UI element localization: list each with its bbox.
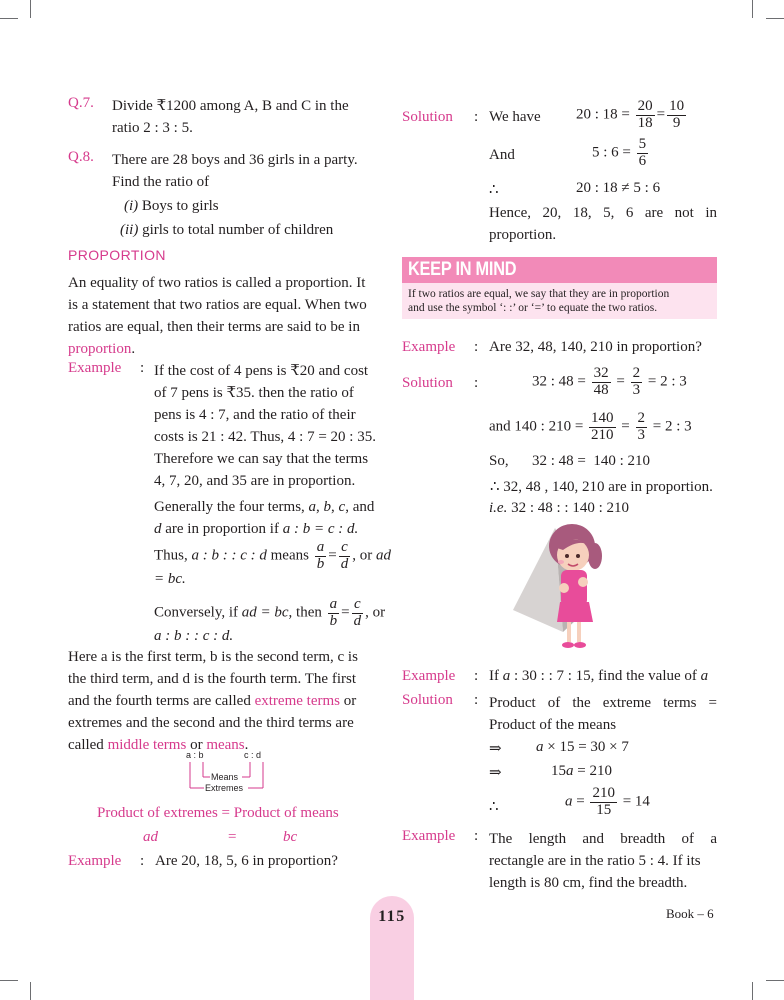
keep-in-mind-header bbox=[402, 257, 717, 283]
crop-mark bbox=[766, 18, 784, 19]
diagram-extremes-label: Extremes bbox=[205, 783, 244, 793]
fraction: $\frac{5}{6}$ bbox=[638, 136, 647, 169]
solution-label: Solution bbox=[402, 692, 453, 708]
equation: a : b : : c : d. bbox=[154, 627, 234, 644]
text-line: of 7 pens is ₹35. then the ratio of bbox=[154, 385, 354, 401]
girl-with-prism-illustration bbox=[505, 522, 615, 657]
colon: : bbox=[474, 668, 479, 684]
crop-mark bbox=[0, 980, 18, 981]
ratio-140-210 bbox=[489, 411, 692, 444]
rule-equals: = bbox=[228, 829, 237, 845]
crop-mark bbox=[30, 0, 31, 18]
fraction: $\frac{32}{48}$ bbox=[593, 365, 609, 398]
equation: 32 : 48 = bbox=[532, 373, 586, 390]
text-line: An equality of two ratios is called a proportion. It bbox=[68, 275, 366, 291]
text-line: Hence, 20, 18, 5, 6 are not in bbox=[489, 205, 717, 221]
item-label: (ii) bbox=[120, 222, 139, 238]
step-3 bbox=[565, 786, 650, 819]
diagram-ratio-cd: c : d bbox=[244, 750, 262, 760]
colon: : bbox=[474, 375, 479, 391]
colon: : bbox=[140, 853, 145, 869]
text: means bbox=[270, 547, 309, 564]
example-label: Example bbox=[68, 853, 122, 869]
item-label: (i) bbox=[124, 198, 139, 214]
punctuation: . bbox=[244, 737, 249, 753]
book-label: Book – 6 bbox=[666, 906, 714, 921]
term-middle-terms: middle terms bbox=[107, 737, 187, 753]
punctuation: , bbox=[316, 499, 320, 515]
diagram-ratio-ab: a : b bbox=[186, 750, 204, 760]
therefore-symbol: ∴ bbox=[489, 182, 499, 198]
page-number: 115 bbox=[378, 908, 406, 925]
diagram-means-label: Means bbox=[211, 772, 239, 782]
keep-in-mind-box bbox=[402, 257, 717, 319]
punctuation: , bbox=[365, 604, 369, 621]
colon: : bbox=[474, 692, 479, 708]
so-equation: 32 : 48 = 140 : 210 bbox=[532, 453, 651, 469]
question-text: ratio 2 : 3 : 5. bbox=[112, 120, 193, 136]
equals: = bbox=[576, 793, 585, 810]
fraction: $\frac{2}{3}$ bbox=[632, 365, 641, 398]
crop-mark bbox=[0, 18, 18, 19]
punctuation: , bbox=[345, 499, 349, 515]
ratio-32-48 bbox=[532, 366, 687, 399]
conversely-statement: Conversely, if ad = bc, then $\frac{a}{b}$ = $\frac{c}{d}$ , or a : b : : c : d. bbox=[154, 596, 386, 644]
crop-mark bbox=[30, 982, 31, 1000]
equation: 32 : 48 : : 140 : 210 bbox=[511, 500, 629, 516]
text-line: The length and breadth of a bbox=[489, 831, 717, 847]
solution-4-text bbox=[489, 692, 717, 736]
variable: a bbox=[566, 763, 574, 779]
example-1-text bbox=[154, 360, 384, 540]
fraction: $\frac{210}{15}$ bbox=[592, 785, 615, 818]
text-line: the third term, and d is the fourth term. The first bbox=[68, 671, 356, 687]
equation: = 14 bbox=[622, 793, 650, 810]
punctuation: , bbox=[331, 499, 335, 515]
variable: a bbox=[308, 499, 317, 515]
keep-in-mind-title: KEEP IN MIND bbox=[408, 259, 517, 280]
question-label: Q.8. bbox=[68, 149, 94, 165]
text-line: 4, 7, 20, and 35 are in proportion. bbox=[154, 473, 356, 489]
text: are in proportion if bbox=[165, 521, 279, 537]
therefore-statement: ∴ 32, 48 , 140, 210 are in proportion. bbox=[490, 479, 713, 495]
fraction: $\frac{a}{b}$ bbox=[316, 539, 325, 572]
fraction: $\frac{140}{210}$ bbox=[591, 410, 614, 443]
keep-in-mind-text: and use the symbol ‘: :’ or ‘=’ to equate the two ratios. bbox=[408, 302, 658, 314]
text-line: Therefore we can say that the terms bbox=[154, 451, 369, 467]
step-1 bbox=[536, 739, 629, 756]
item-text: girls to total number of children bbox=[142, 222, 334, 238]
crop-mark bbox=[752, 0, 753, 18]
rule-ad: ad bbox=[143, 829, 158, 845]
variable: a bbox=[536, 739, 544, 755]
equation: × 15 = 30 × 7 bbox=[547, 739, 629, 755]
therefore-symbol: ∴ bbox=[489, 799, 499, 815]
item-text: Boys to girls bbox=[141, 198, 219, 214]
example-4-text bbox=[489, 668, 708, 685]
rule-bc: bc bbox=[283, 829, 298, 845]
colon: : bbox=[140, 360, 145, 376]
text: or bbox=[343, 693, 357, 709]
question-text: There are 28 boys and 36 girls in a party. bbox=[112, 152, 358, 168]
section-heading: PROPORTION bbox=[68, 247, 166, 263]
equation: ad = bc bbox=[241, 604, 289, 621]
question-text: Divide ₹1200 among A, B and C in the bbox=[112, 98, 349, 114]
equation: 5 : 6 = bbox=[592, 144, 631, 161]
text: , then bbox=[288, 604, 322, 621]
text: and bbox=[352, 499, 375, 515]
equation: ad bbox=[375, 547, 391, 564]
term-extreme-terms: extreme terms bbox=[254, 693, 340, 709]
question-text: Find the ratio of bbox=[112, 174, 210, 190]
text: Conversely, if bbox=[154, 604, 239, 621]
solution-label: Solution bbox=[402, 375, 453, 391]
equation: 20 : 18 = bbox=[576, 106, 630, 123]
ie-label: i.e. bbox=[489, 500, 508, 516]
keep-in-mind-text: If two ratios are equal, we say that they are in proportion bbox=[408, 288, 670, 300]
term-means: means bbox=[206, 737, 245, 753]
colon: : bbox=[474, 109, 479, 125]
fraction: $\frac{c}{d}$ bbox=[353, 596, 362, 629]
example-label: Example bbox=[402, 339, 456, 355]
text: and the fourth terms are called bbox=[68, 693, 251, 709]
variable: a bbox=[502, 668, 511, 684]
text: Thus, bbox=[154, 547, 188, 564]
equals: = bbox=[621, 418, 630, 435]
example-5-text bbox=[489, 828, 717, 894]
equation: = bc. bbox=[154, 570, 186, 587]
fraction: $\frac{10}{9}$ bbox=[669, 98, 685, 131]
equation: = 2 : 3 bbox=[652, 418, 692, 435]
text-line: is a statement that two ratios are equal. When two bbox=[68, 297, 367, 313]
example-2-text: Are 20, 18, 5, 6 in proportion? bbox=[155, 853, 338, 869]
variable: c bbox=[338, 499, 346, 515]
implies-symbol: ⇒ bbox=[489, 765, 502, 781]
text-line: Here a is the first term, b is the second term, c is bbox=[68, 649, 358, 665]
intro-paragraph bbox=[68, 272, 382, 360]
crop-mark bbox=[766, 980, 784, 981]
text-line: proportion. bbox=[489, 227, 557, 243]
step-2 bbox=[551, 763, 612, 780]
ratio-20-18 bbox=[576, 99, 688, 132]
text: called bbox=[68, 737, 104, 753]
equation: a : b = c : d. bbox=[282, 521, 359, 537]
text-line: length is 80 cm, find the breadth. bbox=[489, 875, 688, 891]
text: If bbox=[489, 668, 499, 684]
colon: : bbox=[474, 828, 479, 844]
example-3-text: Are 32, 48, 140, 210 in proportion? bbox=[489, 339, 702, 355]
variable: b bbox=[323, 499, 332, 515]
text-line: costs is 21 : 42. Thus, 4 : 7 = 20 : 35. bbox=[154, 429, 376, 445]
ie-statement bbox=[489, 500, 629, 517]
and-word: And bbox=[489, 147, 515, 163]
fraction: $\frac{2}{3}$ bbox=[637, 410, 646, 443]
text-line: Product of the means bbox=[489, 717, 617, 733]
variable: d bbox=[154, 521, 162, 537]
punctuation: , bbox=[352, 547, 356, 564]
colon: : bbox=[474, 339, 479, 355]
so-word: So, bbox=[489, 453, 509, 469]
solution-label: Solution bbox=[402, 109, 453, 125]
equals: = bbox=[656, 106, 666, 123]
equation: = 210 bbox=[577, 763, 612, 779]
means-extremes-diagram bbox=[180, 750, 280, 798]
text-line: Product of the extreme terms = bbox=[489, 695, 717, 711]
equation: = 2 : 3 bbox=[647, 373, 687, 390]
example-label: Example bbox=[402, 828, 456, 844]
equals: = bbox=[616, 373, 625, 390]
punctuation: . bbox=[131, 341, 136, 357]
fraction: $\frac{c}{d}$ bbox=[340, 539, 349, 572]
hence-statement bbox=[489, 202, 717, 246]
not-equal-statement: 20 : 18 ≠ 5 : 6 bbox=[576, 180, 661, 196]
thus-statement: Thus, a : b : : c : d means $\frac{a}{b}$ = $\frac{c}{d}$ , or ad = bc. bbox=[154, 539, 391, 587]
product-rule: Product of extremes = Product of means bbox=[97, 805, 339, 821]
ratio-5-6 bbox=[592, 137, 650, 170]
text-line: ratios are equal, then their terms are said to be in bbox=[68, 319, 360, 335]
equation: a : b : : c : d bbox=[191, 547, 267, 564]
text: or bbox=[359, 547, 373, 564]
term-proportion: proportion bbox=[68, 341, 132, 357]
equation: and 140 : 210 = bbox=[489, 418, 584, 435]
we-have: We have bbox=[489, 109, 541, 125]
text: : 30 : : 7 : 15, find the value of bbox=[514, 668, 697, 684]
fraction: $\frac{a}{b}$ bbox=[329, 596, 338, 629]
implies-symbol: ⇒ bbox=[489, 741, 502, 757]
crop-mark bbox=[752, 982, 753, 1000]
example-label: Example bbox=[402, 668, 456, 684]
fraction: $\frac{20}{18}$ bbox=[637, 98, 653, 131]
variable: a bbox=[565, 793, 573, 810]
question-label: Q.7. bbox=[68, 95, 94, 111]
page-number-tab bbox=[370, 896, 414, 1000]
variable: a bbox=[700, 668, 709, 684]
text: or bbox=[190, 737, 203, 753]
example-label: Example bbox=[68, 360, 122, 376]
text: Generally the four terms, bbox=[154, 499, 305, 515]
text-line: extremes and the second and the third terms are bbox=[68, 715, 354, 731]
terms-paragraph bbox=[68, 646, 384, 756]
number: 15 bbox=[551, 763, 566, 779]
text-line: If the cost of 4 pens is ₹20 and cost bbox=[154, 363, 369, 379]
text-line: rectangle are in the ratio 5 : 4. If its bbox=[489, 853, 701, 869]
text: or bbox=[372, 604, 386, 621]
text-line: pens is 4 : 7, and the ratio of their bbox=[154, 407, 356, 423]
